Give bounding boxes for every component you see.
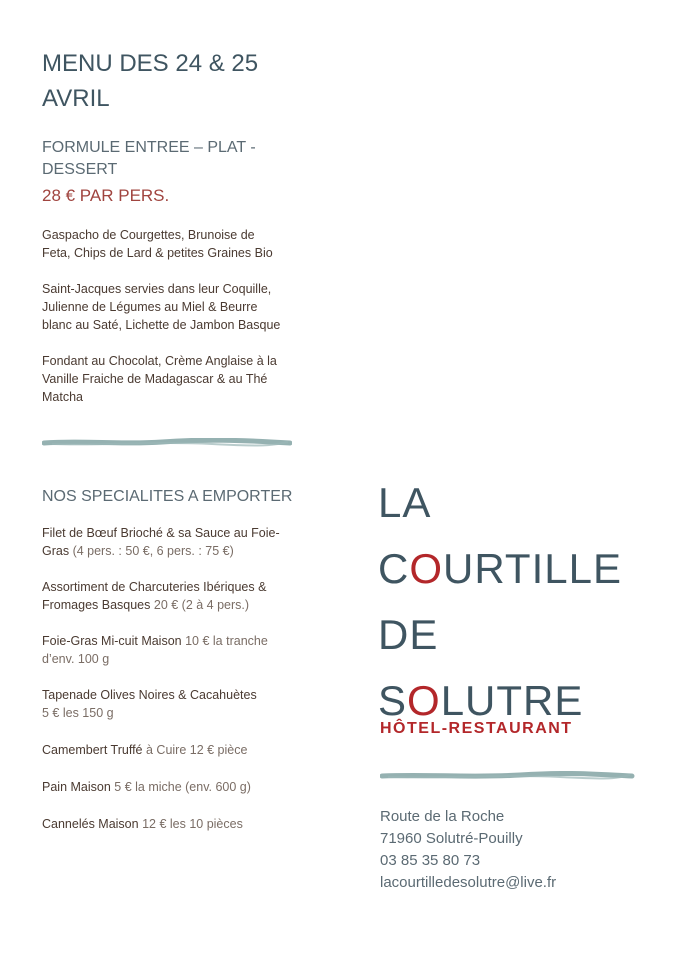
specialty-item xyxy=(42,524,304,560)
dish-dessert xyxy=(42,352,302,406)
item-name: Foie-Gras Mi-cuit Maison xyxy=(42,634,182,648)
dish-line: Vanille Fraiche de Madagascar & au Thé xyxy=(42,372,268,386)
logo-letter-o: O xyxy=(409,545,444,592)
dish-line: blanc au Saté, Lichette de Jambon Basque xyxy=(42,318,281,332)
dish-line: Saint-Jacques servies dans leur Coquille, xyxy=(42,282,272,296)
item-name: Gras xyxy=(42,544,70,558)
item-name: Camembert Truffé xyxy=(42,743,143,757)
menu-title xyxy=(42,46,312,116)
item-name: Pain Maison xyxy=(42,780,111,794)
dish-line: Matcha xyxy=(42,390,83,404)
logo-letter: C xyxy=(378,545,410,592)
menu-title-line2: AVRIL xyxy=(42,85,110,112)
item-price: (4 pers. : 50 €, 6 pers. : 75 €) xyxy=(69,544,234,558)
item-name: Assortiment de Charcuteries Ibériques & xyxy=(42,580,267,594)
specialty-item xyxy=(42,815,304,833)
formule-line1: FORMULE ENTREE – PLAT - xyxy=(42,139,256,156)
item-price: à Cuire 12 € pièce xyxy=(142,743,248,757)
item-name: Tapenade Olives Noires & Cacahuètes xyxy=(42,688,257,702)
restaurant-logo xyxy=(378,470,658,734)
logo-letters: URTILLE xyxy=(443,545,622,592)
dish-line: Julienne de Légumes au Miel & Beurre xyxy=(42,300,258,314)
dish-line: Feta, Chips de Lard & petites Graines Bio xyxy=(42,246,273,260)
logo-line-courtille xyxy=(378,536,658,602)
item-name: Cannelés Maison xyxy=(42,817,139,831)
logo-line-de: DE xyxy=(378,611,439,658)
address-street: Route de la Roche xyxy=(380,808,505,825)
specialty-item xyxy=(42,741,304,759)
item-price: d’env. 100 g xyxy=(42,652,110,666)
brush-divider xyxy=(42,438,292,446)
specialty-item xyxy=(42,632,304,668)
brush-divider xyxy=(380,771,635,779)
formule-price: 28 € PAR PERS. xyxy=(42,186,170,205)
specialty-item xyxy=(42,686,304,722)
formule-heading xyxy=(42,137,292,181)
specialty-item xyxy=(42,578,304,614)
item-price: 10 € la tranche xyxy=(181,634,268,648)
logo-letter-o: O xyxy=(407,677,441,724)
menu-title-line1: MENU DES 24 & 25 xyxy=(42,50,259,77)
email-address: lacourtilledesolutre@live.fr xyxy=(380,874,557,891)
dish-line: Gaspacho de Courgettes, Brunoise de xyxy=(42,228,255,242)
item-price: 5 € la miche (env. 600 g) xyxy=(110,780,251,794)
item-name: Fromages Basques xyxy=(42,598,151,612)
logo-letters: LUTRE xyxy=(440,677,584,724)
logo-subtitle: HÔTEL-RESTAURANT xyxy=(380,720,573,737)
logo-line-la: LA xyxy=(378,479,432,526)
logo-letter: S xyxy=(378,677,408,724)
formule-line2: DESSERT xyxy=(42,161,118,178)
item-price: 5 € les 150 g xyxy=(42,706,114,720)
address-city: 71960 Solutré-Pouilly xyxy=(380,830,523,847)
phone-number: 03 85 35 80 73 xyxy=(380,852,481,869)
item-name: Filet de Bœuf Brioché & sa Sauce au Foie- xyxy=(42,526,280,540)
item-price: 20 € (2 à 4 pers.) xyxy=(150,598,250,612)
contact-block xyxy=(380,806,556,894)
item-price: 12 € les 10 pièces xyxy=(138,817,243,831)
specialty-item xyxy=(42,778,304,796)
specialites-heading: NOS SPECIALITES A EMPORTER xyxy=(42,488,293,505)
dish-line: Fondant au Chocolat, Crème Anglaise à la xyxy=(42,354,277,368)
dish-starter xyxy=(42,226,302,262)
dish-main xyxy=(42,280,302,334)
